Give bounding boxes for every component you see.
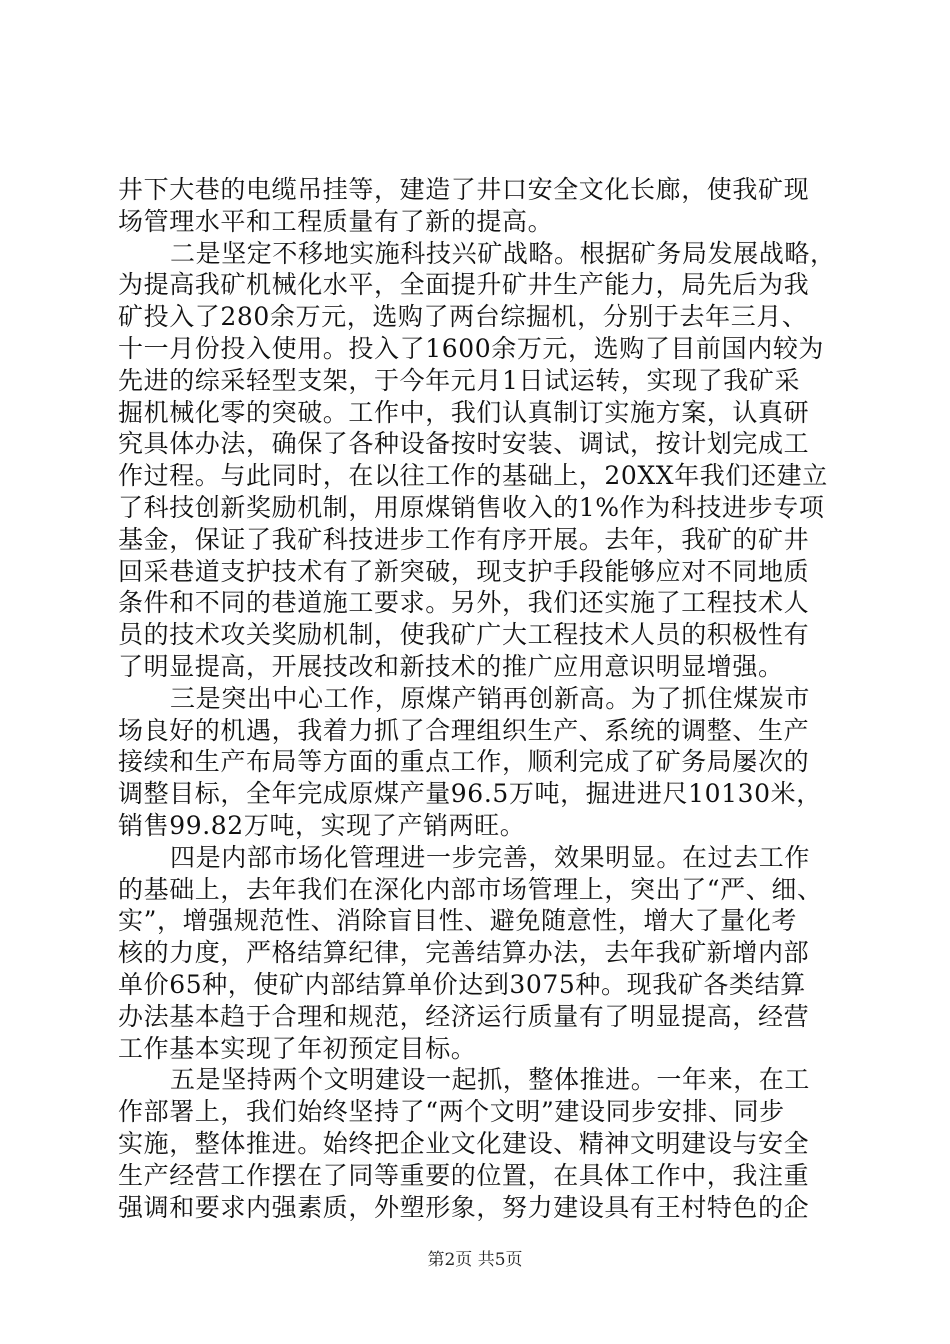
page-footer: 第2页 共5页 — [427, 1250, 523, 1270]
text-line: 矿投入了280余万元，选购了两台综掘机，分别于去年三月、 — [118, 302, 808, 332]
text-line: 单价65种，使矿内部结算单价达到3075种。现我矿各类结算 — [118, 969, 806, 999]
text-line: 强调和要求内强素质，外塑形象，努力建设具有王村特色的企 — [118, 1192, 810, 1222]
text-line: 作部署上，我们始终坚持了“两个文明”建设同步安排、同步 — [118, 1097, 785, 1127]
paragraph-first-line: 三是突出中心工作，原煤产销再创新高。为了抓住煤炭市 — [170, 683, 811, 713]
paragraph-first-line: 四是内部市场化管理进一步完善，效果明显。在过去工作 — [170, 842, 811, 872]
text-line: 了明显提高，开展技改和新技术的推广应用意识明显增强。 — [118, 651, 784, 681]
text-line: 的基础上，去年我们在深化内部市场管理上，突出了“严、细、 — [118, 874, 823, 904]
text-line: 了科技创新奖励机制，用原煤销售收入的1%作为科技进步专项 — [118, 492, 825, 522]
text-line: 调整目标，全年完成原煤产量96.5万吨，掘进进尺10130米， — [118, 779, 822, 809]
text-line: 条件和不同的巷道施工要求。另外，我们还实施了工程技术人 — [118, 588, 810, 618]
text-line: 员的技术攻关奖励机制，使我矿广大工程技术人员的积极性有 — [118, 620, 810, 650]
text-line: 实施，整体推进。始终把企业文化建设、精神文明建设与安全 — [118, 1128, 810, 1158]
text-line: 为提高我矿机械化水平，全面提升矿井生产能力，局先后为我 — [118, 270, 810, 300]
text-line: 接续和生产布局等方面的重点工作，顺利完成了矿务局屡次的 — [118, 747, 810, 777]
text-line: 实”，增强规范性、消除盲目性、避免随意性，增大了量化考 — [118, 906, 797, 936]
document-body — [118, 174, 838, 1223]
text-line: 销售99.82万吨，实现了产销两旺。 — [118, 810, 526, 840]
text-line: 究具体办法，确保了各种设备按时安装、调试，按计划完成工 — [118, 429, 810, 459]
text-line: 工作基本实现了年初预定目标。 — [118, 1033, 477, 1063]
text-line: 场管理水平和工程质量有了新的提高。 — [118, 206, 554, 236]
text-line: 办法基本趋于合理和规范，经济运行质量有了明显提高，经营 — [118, 1001, 810, 1031]
text-line: 先进的综采轻型支架，于今年元月1日试运转，实现了我矿采 — [118, 365, 801, 395]
text-line: 掘机械化零的突破。工作中，我们认真制订实施方案，认真研 — [118, 397, 810, 427]
paragraph-first-line: 二是坚定不移地实施科技兴矿战略。根据矿务局发展战略， — [170, 238, 836, 268]
text-line: 生产经营工作摆在了同等重要的位置，在具体工作中，我注重 — [118, 1160, 810, 1190]
text-line: 作过程。与此同时，在以往工作的基础上，20XX年我们还建立 — [118, 461, 828, 491]
text-line: 基金，保证了我矿科技进步工作有序开展。去年，我矿的矿井 — [118, 524, 810, 554]
text-line: 场良好的机遇，我着力抓了合理组织生产、系统的调整、生产 — [118, 715, 810, 745]
paragraph-first-line: 五是坚持两个文明建设一起抓，整体推进。一年来，在工 — [170, 1065, 811, 1095]
text-line: 回采巷道支护技术有了新突破，现支护手段能够应对不同地质 — [118, 556, 810, 586]
text-line: 井下大巷的电缆吊挂等，建造了井口安全文化长廊，使我矿现 — [118, 175, 810, 204]
text-line: 十一月份投入使用。投入了1600余万元，选购了目前国内较为 — [118, 333, 825, 363]
text-line: 核的力度，严格结算纪律，完善结算办法，去年我矿新增内部 — [118, 938, 810, 968]
